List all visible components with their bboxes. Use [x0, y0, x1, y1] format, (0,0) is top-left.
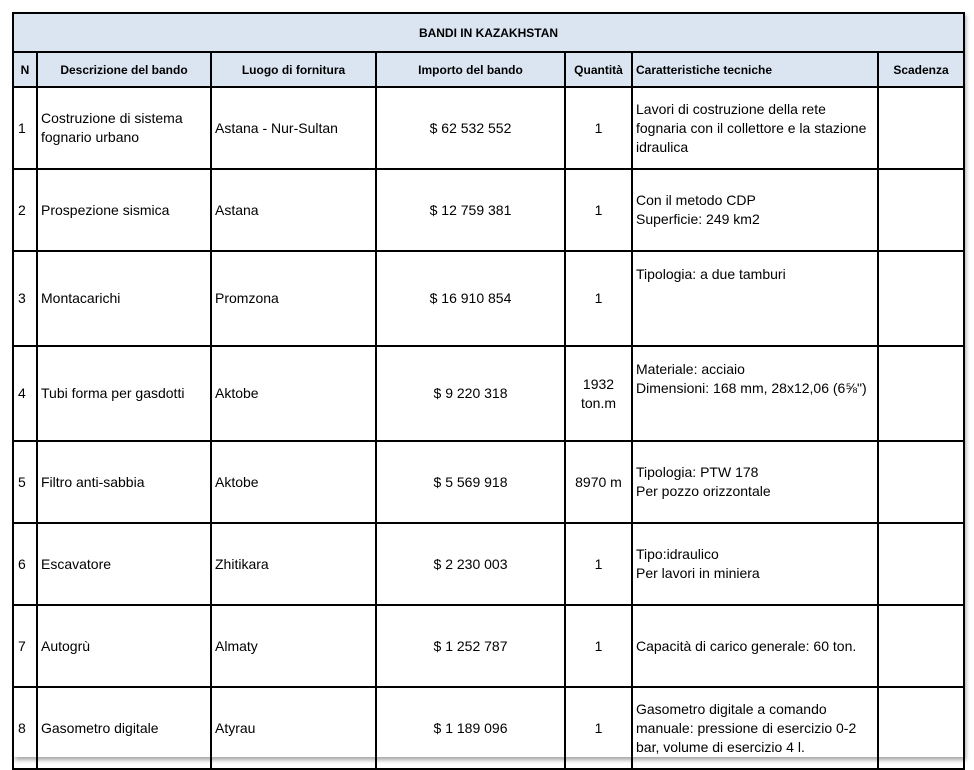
caratteristiche-line: Gasometro digitale a comando manuale: pressione di esercizio 0-2 bar, volume di esercizio 4 l. — [636, 700, 857, 755]
cell-descrizione: Gasometro digitale — [37, 687, 211, 769]
cell-caratteristiche — [632, 441, 878, 523]
table-row — [13, 687, 964, 769]
cell-n: 2 — [13, 169, 37, 251]
table-row — [13, 523, 964, 605]
cell-caratteristiche — [632, 687, 878, 769]
cell-quantita: 1 — [565, 169, 632, 251]
cell-caratteristiche — [632, 251, 878, 346]
caratteristiche-line: Capacità di carico generale: 60 ton. — [636, 637, 857, 654]
column-header-quantita: Quantità — [565, 52, 632, 87]
cell-caratteristiche — [632, 169, 878, 251]
cell-scadenza — [878, 441, 964, 523]
cell-luogo: Zhitikara — [211, 523, 376, 605]
cell-caratteristiche — [632, 346, 878, 441]
caratteristiche-line: Con il metodo CDP — [636, 192, 756, 208]
cell-n: 5 — [13, 441, 37, 523]
caratteristiche-line: Materiale: acciaio — [636, 361, 745, 377]
cell-luogo: Aktobe — [211, 441, 376, 523]
cell-n: 1 — [13, 87, 37, 169]
cell-importo: $ 9 220 318 — [376, 346, 565, 441]
cell-luogo: Almaty — [211, 605, 376, 687]
cell-scadenza — [878, 251, 964, 346]
caratteristiche-line: Lavori di costruzione della rete fognaria con il collettore e la stazione idraulica — [636, 100, 867, 155]
cell-scadenza — [878, 346, 964, 441]
cell-quantita: 1 — [565, 523, 632, 605]
cell-luogo: Aktobe — [211, 346, 376, 441]
table-container — [12, 12, 963, 757]
cell-importo: $ 1 252 787 — [376, 605, 565, 687]
cell-descrizione: Montacarichi — [37, 251, 211, 346]
column-header-scadenza: Scadenza — [878, 52, 964, 87]
cell-quantita: 1 — [565, 687, 632, 769]
table-title: BANDI IN KAZAKHSTAN — [13, 13, 964, 52]
cell-quantita: 1 — [565, 605, 632, 687]
cell-scadenza — [878, 169, 964, 251]
cell-importo: $ 62 532 552 — [376, 87, 565, 169]
cell-n: 8 — [13, 687, 37, 769]
caratteristiche-line: Dimensioni: 168 mm, 28x12,06 (6⅝") — [636, 380, 867, 396]
cell-scadenza — [878, 687, 964, 769]
cell-caratteristiche — [632, 605, 878, 687]
cell-descrizione: Escavatore — [37, 523, 211, 605]
column-header-caratteristiche: Caratteristiche tecniche — [632, 52, 878, 87]
cell-n: 7 — [13, 605, 37, 687]
cell-quantita: 8970 m — [565, 441, 632, 523]
cell-descrizione: Filtro anti-sabbia — [37, 441, 211, 523]
caratteristiche-line: Superficie: 249 km2 — [636, 211, 760, 227]
cell-quantita: 1932 ton.m — [565, 346, 632, 441]
caratteristiche-line: Tipo:idraulico — [636, 546, 719, 562]
cell-quantita: 1 — [565, 87, 632, 169]
cell-descrizione: Prospezione sismica — [37, 169, 211, 251]
header-row — [13, 52, 964, 87]
cell-importo: $ 5 569 918 — [376, 441, 565, 523]
cell-importo: $ 12 759 381 — [376, 169, 565, 251]
table-row — [13, 441, 964, 523]
tenders-table — [12, 12, 965, 770]
cell-descrizione: Costruzione di sistema fognario urbano — [37, 87, 211, 169]
cell-caratteristiche — [632, 523, 878, 605]
cell-scadenza — [878, 605, 964, 687]
caratteristiche-line: Per pozzo orizzontale — [636, 483, 771, 499]
table-row — [13, 87, 964, 169]
cell-n: 4 — [13, 346, 37, 441]
cell-luogo: Astana — [211, 169, 376, 251]
cell-luogo: Atyrau — [211, 687, 376, 769]
caratteristiche-line: Tipologia: a due tamburi — [636, 266, 786, 282]
column-header-importo: Importo del bando — [376, 52, 565, 87]
column-header-n: N — [13, 52, 37, 87]
cell-importo: $ 2 230 003 — [376, 523, 565, 605]
cell-descrizione: Autogrù — [37, 605, 211, 687]
cell-scadenza — [878, 87, 964, 169]
table-row — [13, 169, 964, 251]
cell-importo: $ 16 910 854 — [376, 251, 565, 346]
table-row — [13, 346, 964, 441]
column-header-descrizione: Descrizione del bando — [37, 52, 211, 87]
cell-importo: $ 1 189 096 — [376, 687, 565, 769]
cell-luogo: Astana - Nur-Sultan — [211, 87, 376, 169]
caratteristiche-line: Tipologia: PTW 178 — [636, 464, 759, 480]
table-row — [13, 605, 964, 687]
cell-n: 3 — [13, 251, 37, 346]
cell-n: 6 — [13, 523, 37, 605]
column-header-luogo: Luogo di fornitura — [211, 52, 376, 87]
cell-caratteristiche — [632, 87, 878, 169]
cell-quantita: 1 — [565, 251, 632, 346]
caratteristiche-line: Per lavori in miniera — [636, 565, 760, 581]
cell-luogo: Promzona — [211, 251, 376, 346]
cell-scadenza — [878, 523, 964, 605]
table-row — [13, 251, 964, 346]
cell-descrizione: Tubi forma per gasdotti — [37, 346, 211, 441]
